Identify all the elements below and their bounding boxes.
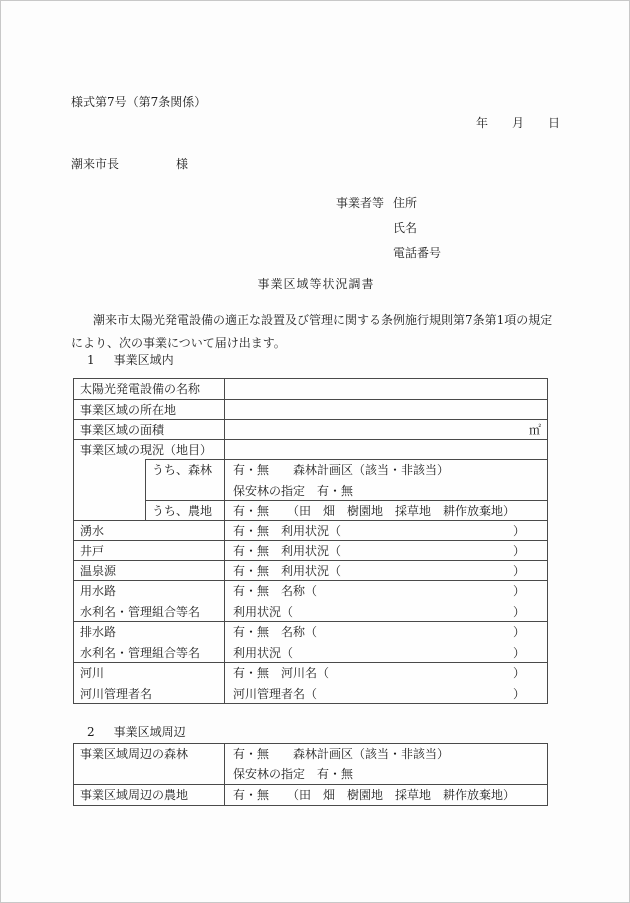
river-manager-text: 河川管理者名（ bbox=[233, 686, 318, 701]
hot-spring-label: 温泉源 bbox=[74, 560, 224, 580]
addressee-honorific: 様 bbox=[176, 157, 189, 171]
river-label-line1: 河川 bbox=[80, 666, 105, 680]
surrounding-farmland-value: 有・無 （田 畑 樹園地 採草地 耕作放棄地） bbox=[224, 784, 547, 805]
farmland-sub-label: うち、農地 bbox=[145, 500, 224, 520]
intro-paragraph bbox=[71, 309, 569, 355]
farmland-sub-value: 有・無 （田 畑 樹園地 採草地 耕作放棄地） bbox=[224, 500, 547, 520]
section-1-label: 事業区域内 bbox=[113, 353, 174, 367]
drainage-label-line1: 排水路 bbox=[80, 625, 117, 639]
section-1-number: 1 bbox=[87, 353, 95, 367]
spring-value-text: 有・無 利用状況（ bbox=[233, 524, 342, 538]
surrounding-forest-label: 事業区域周辺の森林 bbox=[80, 747, 189, 761]
intro-line-2: により、次の事業について届け出ます。 bbox=[71, 336, 286, 350]
table-business-area-surroundings bbox=[73, 743, 548, 806]
forest-existence-line: 有・無 森林計画区（該当・非該当） bbox=[233, 463, 450, 477]
river-name-text: 有・無 河川名（ bbox=[233, 666, 330, 680]
drainage-close-paren-1: ） bbox=[512, 625, 525, 639]
form-number: 様式第7号（第7条関係） bbox=[71, 95, 207, 109]
current-state-label: 事業区域の現況（地目） bbox=[80, 443, 213, 457]
irrigation-value-line2 bbox=[233, 602, 547, 623]
section-2-number: 2 bbox=[87, 725, 95, 739]
spring-label: 湧水 bbox=[74, 520, 224, 540]
drainage-value bbox=[224, 621, 547, 662]
irrigation-label bbox=[74, 580, 224, 621]
hot-spring-value bbox=[224, 560, 547, 580]
irrigation-name-text: 有・無 名称（ bbox=[233, 584, 318, 598]
facility-name-label: 太陽光発電設備の名称 bbox=[80, 382, 201, 396]
forest-protection-line: 保安林の指定 有・無 bbox=[233, 483, 354, 498]
document-title: 事業区域等状況調書 bbox=[257, 277, 375, 291]
river-label bbox=[74, 662, 224, 703]
irrigation-usage-text: 利用状況（ bbox=[233, 604, 294, 619]
drainage-name-text: 有・無 名称（ bbox=[233, 625, 318, 639]
well-close-paren: ） bbox=[512, 544, 525, 558]
area-label: 事業区域の面積 bbox=[74, 419, 224, 439]
drainage-close-paren-2: ） bbox=[512, 645, 525, 660]
hot-spring-value-text: 有・無 利用状況（ bbox=[233, 564, 342, 578]
irrigation-value bbox=[224, 580, 547, 621]
well-label: 井戸 bbox=[74, 540, 224, 560]
forest-sub-value bbox=[224, 459, 547, 500]
intro-line-1: 潮来市太陽光発電設備の適正な設置及び管理に関する条例施行規則第7条第1項の規定 bbox=[93, 313, 553, 327]
current-state-value bbox=[224, 439, 547, 459]
well-value-text: 有・無 利用状況（ bbox=[233, 544, 342, 558]
river-value-line1 bbox=[233, 663, 547, 684]
location-label: 事業区域の所在地 bbox=[74, 399, 224, 419]
drainage-value-line1 bbox=[233, 622, 547, 643]
forest-sub-label: うち、森林 bbox=[145, 459, 224, 500]
irrigation-value-line1 bbox=[233, 581, 547, 602]
river-label-line2: 河川管理者名 bbox=[80, 686, 153, 701]
applicant-field-name: 氏名 bbox=[393, 221, 418, 235]
irrigation-close-paren-1: ） bbox=[512, 584, 525, 598]
date-line: 年 月 日 bbox=[475, 116, 560, 130]
area-unit: ㎡ bbox=[224, 419, 547, 439]
irrigation-label-line1: 用水路 bbox=[80, 584, 117, 598]
surrounding-forest-line2: 保安林の指定 有・無 bbox=[233, 767, 354, 781]
location-value bbox=[224, 399, 547, 419]
spring-value bbox=[224, 520, 547, 540]
surrounding-forest-value bbox=[224, 744, 547, 784]
drainage-usage-text: 利用状況（ bbox=[233, 645, 294, 660]
well-value bbox=[224, 540, 547, 560]
drainage-label-line2: 水利名・管理組合等名 bbox=[80, 645, 201, 660]
addressee-line bbox=[71, 157, 188, 171]
applicant-field-address: 住所 bbox=[393, 196, 418, 210]
river-value-line2 bbox=[233, 684, 547, 705]
applicant-label: 事業者等 bbox=[336, 196, 385, 210]
applicant-block bbox=[336, 191, 441, 266]
drainage-value-line2 bbox=[233, 643, 547, 664]
section-2-label: 事業区域周辺 bbox=[113, 725, 186, 739]
hot-spring-close-paren: ） bbox=[512, 564, 525, 578]
table-business-area-inside bbox=[73, 378, 548, 704]
irrigation-close-paren-2: ） bbox=[512, 604, 525, 619]
addressee-name: 潮来市長 bbox=[71, 157, 120, 171]
drainage-label bbox=[74, 621, 224, 662]
section-2-heading bbox=[87, 725, 186, 739]
facility-name-value bbox=[224, 379, 547, 399]
river-value bbox=[224, 662, 547, 703]
irrigation-label-line2: 水利名・管理組合等名 bbox=[80, 604, 201, 619]
surrounding-farmland-label: 事業区域周辺の農地 bbox=[74, 784, 224, 805]
section-1-heading bbox=[87, 353, 174, 367]
spring-close-paren: ） bbox=[512, 524, 525, 538]
applicant-field-phone: 電話番号 bbox=[393, 246, 442, 260]
river-close-paren-1: ） bbox=[512, 666, 525, 680]
applicant-fields bbox=[393, 191, 441, 266]
surrounding-forest-line1: 有・無 森林計画区（該当・非該当） bbox=[233, 747, 450, 761]
river-close-paren-2: ） bbox=[512, 686, 525, 701]
